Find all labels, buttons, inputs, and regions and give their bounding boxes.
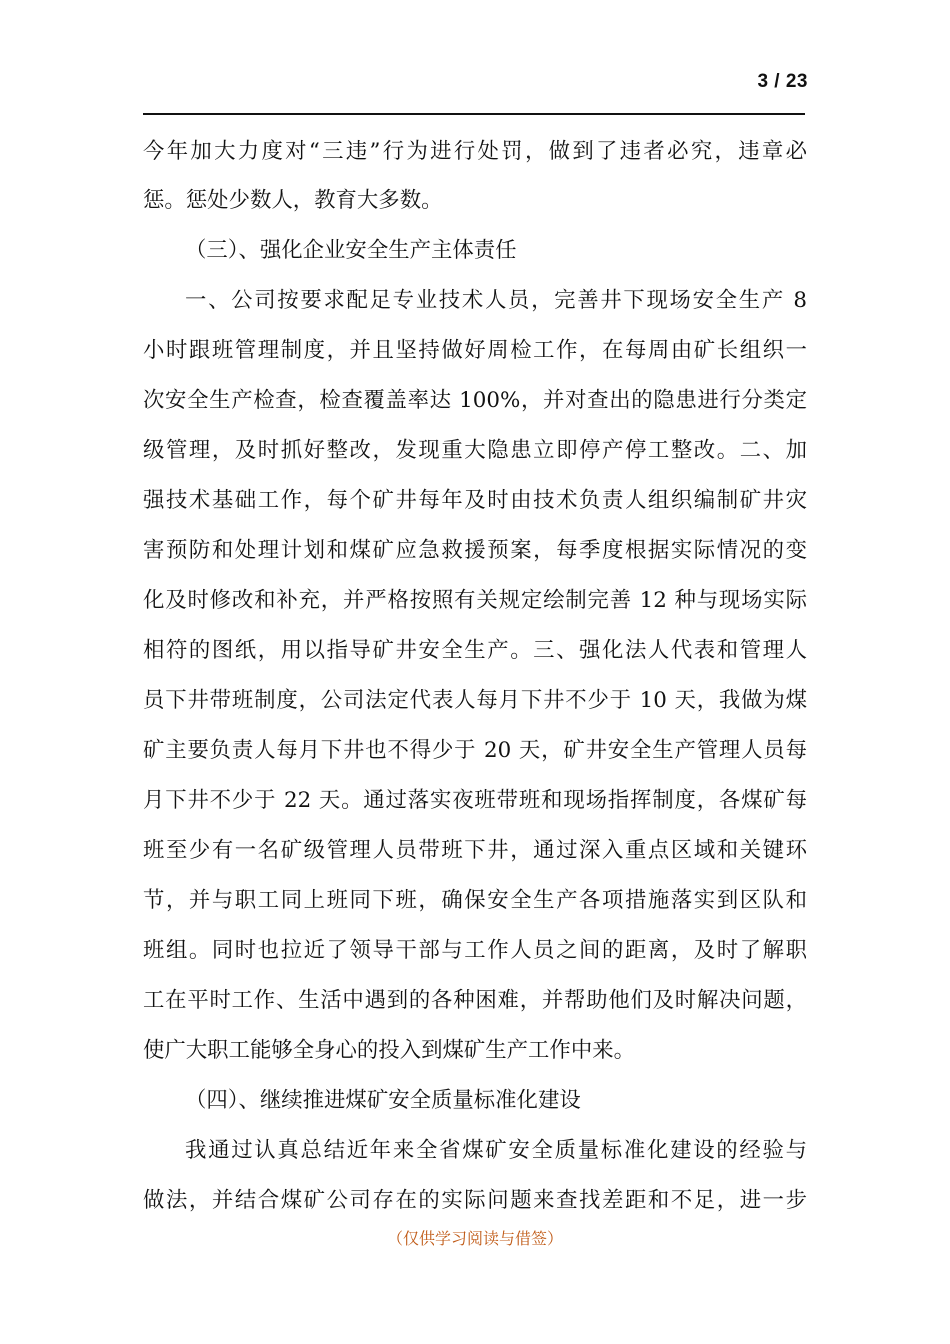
- paragraph-line: 班至少有一名矿级管理人员带班下井，通过深入重点区域和关键环: [143, 838, 807, 863]
- page-number: 3 / 23: [757, 71, 808, 92]
- paragraph-line: 矿主要负责人每月下井也不得少于 20 天，矿井安全生产管理人员每: [143, 738, 807, 763]
- paragraph-line: 月下井不少于 22 天。通过落实夜班带班和现场指挥制度，各煤矿每: [143, 788, 807, 813]
- paragraph-line: 班组。同时也拉近了领导干部与工作人员之间的距离，及时了解职: [143, 938, 807, 963]
- paragraph-line: 强技术基础工作，每个矿井每年及时由技术负责人组织编制矿井灾: [143, 488, 807, 513]
- paragraph-line: 次安全生产检查，检查覆盖率达 100%，并对查出的隐患进行分类定: [143, 388, 807, 413]
- paragraph-line: 节，并与职工同上班同下班，确保安全生产各项措施落实到区队和: [143, 888, 807, 913]
- paragraph-line: 相符的图纸，用以指导矿井安全生产。三、强化法人代表和管理人: [143, 638, 807, 663]
- section-heading: （四）、继续推进煤矿安全质量标准化建设: [185, 1088, 581, 1113]
- paragraph-line: 我通过认真总结近年来全省煤矿安全质量标准化建设的经验与: [185, 1138, 807, 1163]
- paragraph-line: 工在平时工作、生活中遇到的各种困难，并帮助他们及时解决问题，: [143, 988, 807, 1013]
- paragraph-line: 今年加大力度对“三违”行为进行处罚，做到了违者必究，违章必: [143, 139, 807, 164]
- paragraph-line: 化及时修改和补充，并严格按照有关规定绘制完善 12 种与现场实际: [143, 588, 807, 613]
- header-rule: [143, 113, 805, 115]
- section-heading: （三）、强化企业安全生产主体责任: [185, 238, 517, 263]
- paragraph-line: 一、公司按要求配足专业技术人员，完善井下现场安全生产 8: [185, 288, 807, 313]
- paragraph-line: 小时跟班管理制度，并且坚持做好周检工作，在每周由矿长组织一: [143, 338, 807, 363]
- paragraph-line: 员下井带班制度，公司法定代表人每月下井不少于 10 天，我做为煤: [143, 688, 807, 713]
- paragraph-line: 使广大职工能够全身心的投入到煤矿生产工作中来。: [143, 1038, 635, 1063]
- paragraph-line: 害预防和处理计划和煤矿应急救援预案，每季度根据实际情况的变: [143, 538, 807, 563]
- paragraph-line: 做法，并结合煤矿公司存在的实际问题来查找差距和不足，进一步: [143, 1188, 807, 1213]
- footer-note: （仅供学习阅读与借签）: [386, 1229, 563, 1248]
- paragraph-line: 级管理，及时抓好整改，发现重大隐患立即停产停工整改。二、加: [143, 438, 807, 463]
- paragraph-line: 惩。惩处少数人，教育大多数。: [143, 188, 443, 213]
